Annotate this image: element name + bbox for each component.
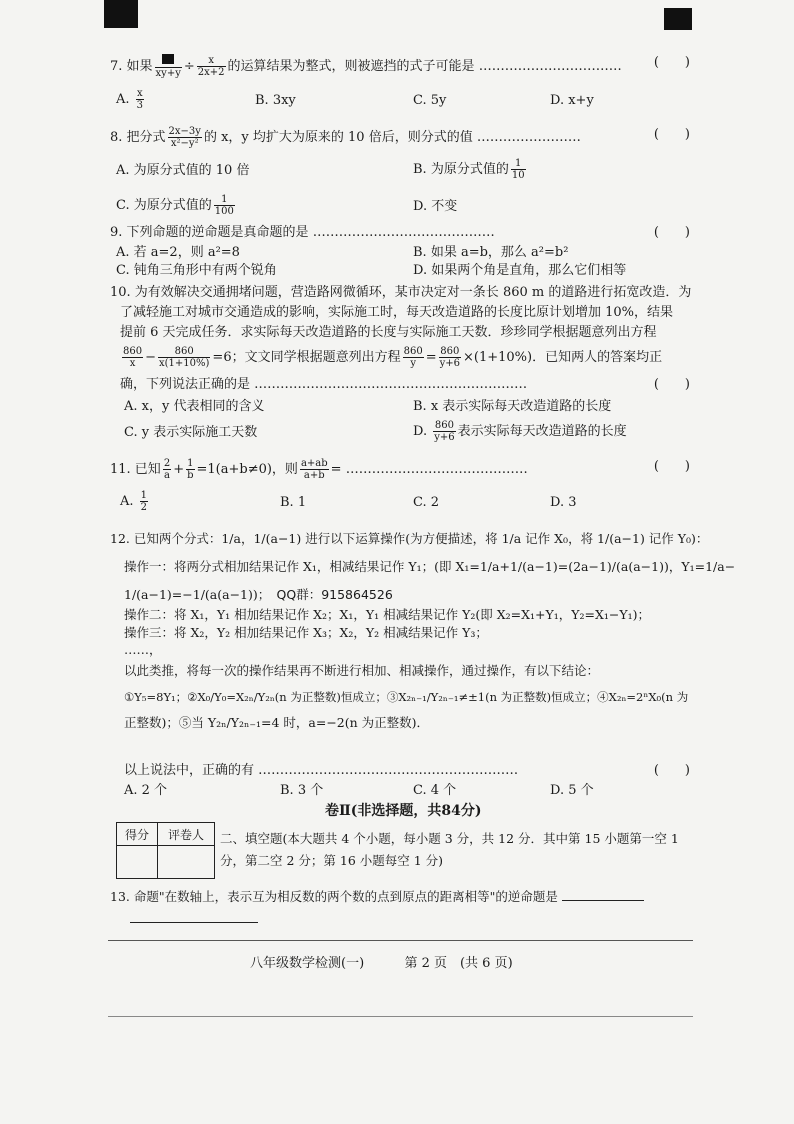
question-10-line-2: 了减轻施工对城市交通造成的影响，实际施工时，每天改造道路的长度比原计划增加 10%，结果 xyxy=(120,305,674,320)
question-9-stem: 9. 下列命题的逆命题是真命题的是 …………………………………… ( ) xyxy=(110,225,690,240)
grader-label: 评卷人 xyxy=(158,823,215,846)
question-13-stem: 13. 命题"在数轴上，表示互为相反数的两个数的点到原点的距离相等"的逆命题是 xyxy=(110,888,690,906)
question-10-line-3: 提前 6 天完成任务．求实际每天改造道路的长度与实际施工天数．珍珍同学根据题意列出方程 xyxy=(120,325,657,340)
q12-line-1: 12. 已知两个分式：1/a，1/(a−1) 进行以下运算操作(为方便描述，将 1/a 记作 X₀，将 1/(a−1) 记作 Y₀)： xyxy=(110,531,709,546)
q7-option-b[interactable]: B. 3xy xyxy=(255,93,296,108)
question-8-stem: 8. 把分式 $\frac{2x-3y}{\text{x²−y²}}$ 的 x，y 均扩大为原来的 10 倍后，则分式的值 …………………… ( ) xyxy=(110,126,690,149)
score-cell[interactable] xyxy=(117,846,158,879)
q7-option-c[interactable]: C. 5y xyxy=(413,93,447,108)
question-10-line-1: 10. 为有效解决交通拥堵问题，营造路网微循环，某市决定对一条长 860 m 的道路进行拓宽改造．为 xyxy=(110,285,692,300)
answer-paren[interactable]: ( ) xyxy=(653,763,690,778)
footer-page-number: 第 2 页 (共 6 页) xyxy=(404,956,513,971)
q11-option-d[interactable]: D. 3 xyxy=(550,495,577,510)
q8-option-d[interactable]: D. 不变 xyxy=(413,199,458,214)
q12-line-9: 正整数)；⑤当 Y₂ₙ/Y₂ₙ₋₁=4 时，a=−2(n 为正整数)． xyxy=(124,715,430,730)
q12-line-7: 以此类推，将每一次的操作结果再不断进行相加、相减操作，通过操作，有以下结论： xyxy=(124,663,600,678)
q10-option-a[interactable]: A. x，y 代表相同的含义 xyxy=(124,399,265,414)
q11-option-c[interactable]: C. 2 xyxy=(413,495,440,510)
answer-paren[interactable]: ( ) xyxy=(653,225,690,240)
grader-cell[interactable] xyxy=(158,846,215,879)
q7-option-d[interactable]: D. x+y xyxy=(550,93,594,108)
registration-mark-right xyxy=(664,8,692,30)
q11-option-a[interactable]: A. $\frac{1}{2}$ xyxy=(120,490,148,513)
q8-option-a[interactable]: A. 为原分式值的 10 倍 xyxy=(116,163,250,178)
answer-paren[interactable]: ( ) xyxy=(653,55,690,70)
q8-option-c[interactable]: C. 为原分式值的 $\frac{1}{100}$ xyxy=(116,194,234,217)
question-10-line-5: 确，下列说法正确的是 ……………………………………………………… ( ) xyxy=(120,377,690,392)
q9-option-d[interactable]: D. 如果两个角是直角，那么它们相等 xyxy=(413,263,627,278)
footer-divider xyxy=(108,940,693,941)
q9-option-a[interactable]: A. 若 a=2，则 a²=8 xyxy=(116,245,240,260)
q12-line-8: ①Y₅=8Y₁；②X₀/Y₀=X₂ₙ/Y₂ₙ(n 为正整数)恒成立；③X₂ₙ₋₁/Y₂ₙ₋₁≠±1(n 为正整数)恒成立；④X₂ₙ=2ⁿX₀(n 为 xyxy=(124,690,689,704)
q12-option-b[interactable]: B. 3 个 xyxy=(280,783,324,798)
q12-option-c[interactable]: C. 4 个 xyxy=(413,783,457,798)
q8-option-b[interactable]: B. 为原分式值的 $\frac{1}{10}$ xyxy=(413,158,525,181)
q12-option-a[interactable]: A. 2 个 xyxy=(124,783,168,798)
q12-line-3: 1/(a−1)=−1/(a(a−1))； QQ群：915864526 xyxy=(124,587,393,602)
q12-line-6: ……， xyxy=(124,642,162,657)
q9-option-b[interactable]: B. 如果 a=b，那么 a²=b² xyxy=(413,245,569,260)
question-12-prompt: 以上说法中，正确的有 …………………………………………………… ( ) xyxy=(124,763,690,778)
question-7-stem: 7. 如果 xy+y ÷ $\frac{x}{2x+2}$ 的运算结果为整式，则被遮挡的式子可能是 …………………………… ( ) xyxy=(110,55,690,79)
question-10-equations: $\frac{860}{x}$ − $\frac{860}{x(1+10\%)}$ =6；文文同学根据题意列出方程 $\frac{860}{y}$ = $\frac{860}{y+6}$ ×(1+10%)．已知两人的答案均正 xyxy=(123,346,663,369)
answer-paren[interactable]: ( ) xyxy=(653,459,690,474)
registration-mark-left xyxy=(104,0,138,28)
section-2-instructions-2: 分，第二空 2 分；第 16 小题每空 1 分) xyxy=(220,853,444,868)
page-footer xyxy=(250,952,513,971)
scan-edge-line xyxy=(108,1016,693,1017)
footer-exam-name: 八年级数学检测(一) xyxy=(250,956,365,971)
q12-line-4: 操作二：将 X₁，Y₁ 相加结果记作 X₂；X₁，Y₁ 相减结果记作 Y₂(即 X₂=X₁+Y₁，Y₂=X₁−Y₁)； xyxy=(124,607,651,622)
q10-option-d[interactable]: D. $\frac{860}{y+6}$ 表示实际每天改造道路的长度 xyxy=(413,420,627,443)
q10-option-b[interactable]: B. x 表示实际每天改造道路的长度 xyxy=(413,399,612,414)
q9-option-c[interactable]: C. 钝角三角形中有两个锐角 xyxy=(116,263,277,278)
question-12-body xyxy=(110,528,736,734)
answer-paren[interactable]: ( ) xyxy=(653,127,690,142)
answer-blank[interactable] xyxy=(562,900,644,901)
q11-option-b[interactable]: B. 1 xyxy=(280,495,307,510)
q10-option-c[interactable]: C. y 表示实际施工天数 xyxy=(124,425,258,440)
section-2-title: 卷Ⅱ(非选择题，共84分) xyxy=(325,803,482,819)
score-label: 得分 xyxy=(117,823,158,846)
score-table xyxy=(116,822,215,879)
answer-paren[interactable]: ( ) xyxy=(653,377,690,392)
question-13-blank-line-2 xyxy=(130,908,258,929)
q12-line-5: 操作三：将 X₂，Y₂ 相加结果记作 X₃；X₂，Y₂ 相减结果记作 Y₃； xyxy=(124,625,488,640)
q12-option-d[interactable]: D. 5 个 xyxy=(550,783,594,798)
question-11-stem: 11. 已知 $\frac{2}{a}$ + $\frac{1}{b}$ =1(a+b≠0)，则 $\frac{a+ab}{a+b}$ = …………………………………… ( ) xyxy=(110,458,690,481)
answer-blank[interactable] xyxy=(130,908,258,923)
q7-option-a[interactable]: A. $\frac{x}{3}$ xyxy=(116,88,144,111)
qq-group-note: QQ群：915864526 xyxy=(276,587,393,602)
section-2-instructions-1: 二、填空题(本大题共 4 个小题，每小题 3 分，共 12 分．其中第 15 小题第一空 1 xyxy=(220,831,679,846)
q12-line-2: 操作一：将两分式相加结果记作 X₁，相减结果记作 Y₁；(即 X₁=1/a+1/(a−1)=(2a−1)/(a(a−1))，Y₁=1/a− xyxy=(124,559,736,574)
masked-expression xyxy=(162,54,174,64)
